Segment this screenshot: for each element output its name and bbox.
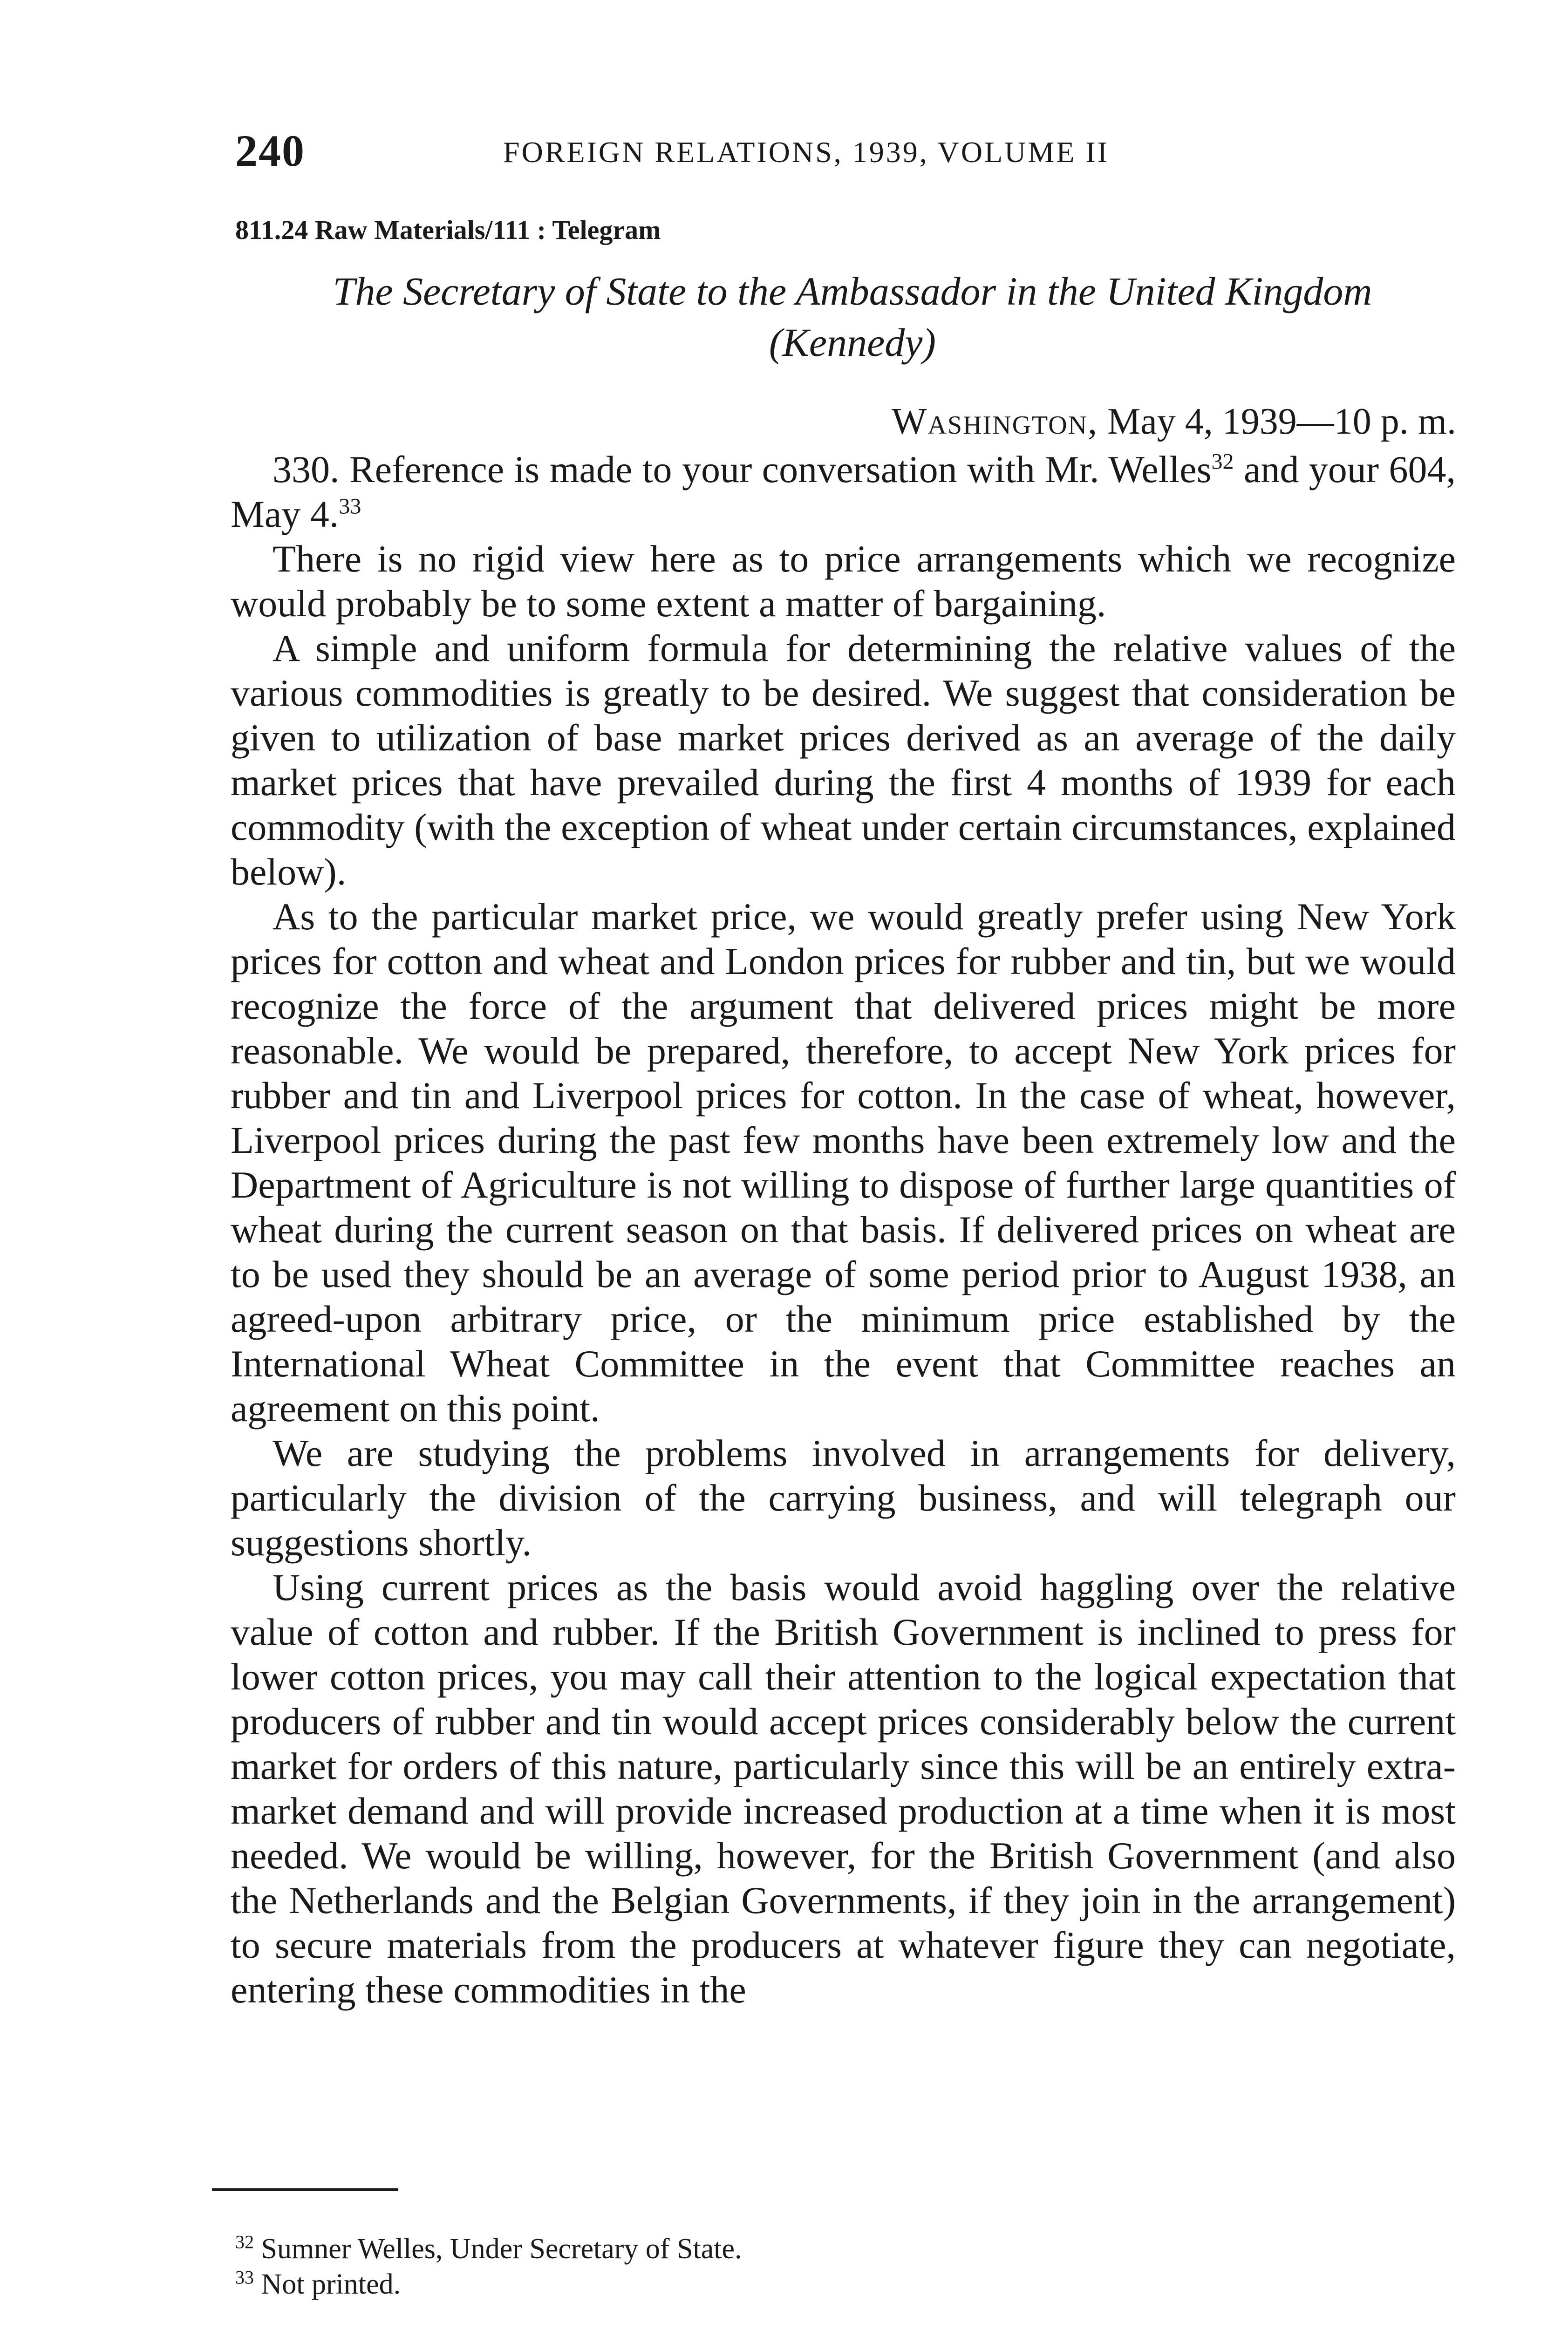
paragraph-3: A simple and uniform formula for determining the relative values of the various commodities is greatly to be desired. We suggest that consideration be given to utilization of base market prices derived as an average of the daily market prices that have prevailed during the first 4 months of 1939 for each commodity (with the exception of wheat under certain circumstances, explained below). <box>231 627 1456 893</box>
paragraph-1 <box>231 447 1456 537</box>
paragraph-5: We are studying the problems involved in arrangements for delivery, particularly the division of the carrying business, and will telegraph our suggestions shortly. <box>231 1432 1456 1564</box>
telegram-body <box>231 447 1456 2012</box>
paragraph-4: As to the particular market price, we would greatly prefer using New York prices for cotton and wheat and London prices for rubber and tin, but we would recognize the force of the argument that delivered prices might be more reasonable. We would be prepared, therefore, to accept New York prices for rubber and tin and Liverpool prices for cotton. In the case of wheat, however, Liverpool prices during the past few months have been extremely low and the Department of Agriculture is not willing to dispose of further large quantities of wheat during the current season on that basis. If delivered prices on wheat are to be used they should be an average of some period prior to August 1938, an agreed-upon arbitrary price, or the minimum price established by the International Wheat Committee in the event that Committee reaches an agreement on this point. <box>231 895 1456 1430</box>
footnote-ref-33: 33 <box>339 494 361 519</box>
footnote-divider <box>212 2188 398 2191</box>
footnote-32 <box>235 2231 742 2267</box>
footnote-ref-32: 32 <box>1211 449 1234 474</box>
footnote-marker: 32 <box>235 2231 254 2253</box>
document-title-line-2: (Kennedy) <box>769 320 936 365</box>
paragraph-1-text: 330. Reference is made to your conversation with Mr. Welles <box>273 448 1212 490</box>
dateline-date: May 4, 1939—10 p. m. <box>1107 401 1456 442</box>
document-title-line-1: The Secretary of State to the Ambassador in the United Kingdom <box>333 269 1372 313</box>
footnote-text: Sumner Welles, Under Secretary of State. <box>261 2233 742 2265</box>
footnote-33 <box>235 2267 742 2302</box>
running-header <box>235 125 1493 176</box>
document-title <box>235 266 1470 368</box>
running-title: FOREIGN RELATIONS, 1939, VOLUME II <box>503 136 1109 169</box>
footnotes <box>235 2231 742 2302</box>
paragraph-6: Using current prices as the basis would avoid haggling over the relative value of cotton and rubber. If the British Government is inclined to press for lower cotton prices, you may call their attention to the logical expectation that producers of rubber and tin would accept prices considerably below the current market for orders of this nature, particularly since this will be an entirely extra-market demand and will provide increased production at a time when it is most needed. We would be willing, however, for the British Government (and also the Netherlands and the Belgian Governments, if they join in the arrangement) to secure materials from the producers at whatever figure they can negotiate, entering these commodities in the <box>231 1566 1456 2011</box>
file-reference: 811.24 Raw Materials/111 : Telegram <box>235 215 661 245</box>
dateline <box>892 401 1456 443</box>
page-number: 240 <box>235 126 305 176</box>
paragraph-1-text-cont: and your 604, May 4. <box>231 448 1456 535</box>
footnote-text: Not printed. <box>261 2268 401 2300</box>
footnote-marker: 33 <box>235 2267 254 2288</box>
paragraph-2: There is no rigid view here as to price arrangements which we recognize would probably be to some extent a matter of bargaining. <box>231 538 1456 625</box>
dateline-place: Washington, <box>891 401 1098 442</box>
